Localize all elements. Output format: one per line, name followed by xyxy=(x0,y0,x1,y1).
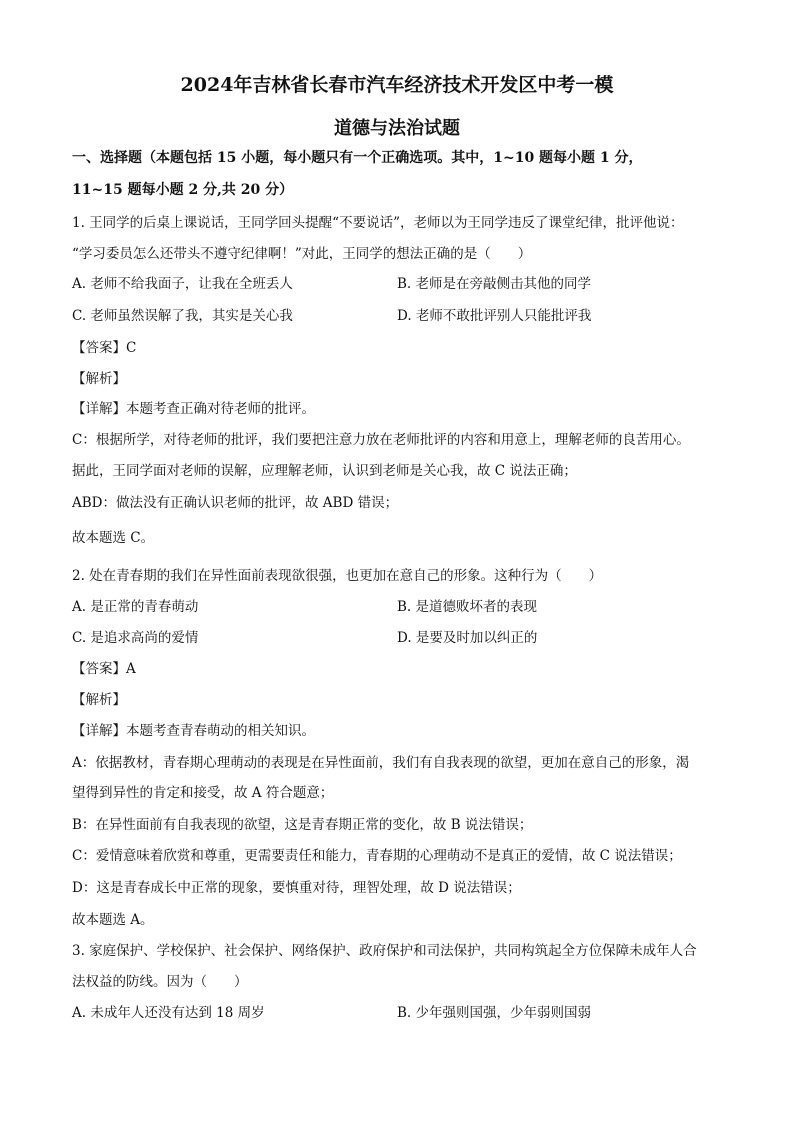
q3-stem-line-1: 3. 家庭保护、学校保护、社会保护、网络保护、政府保护和司法保护，共同构筑起全方位保障未成年人合 xyxy=(72,943,697,959)
q1-option-d: D. 老师不敢批评别人只能批评我 xyxy=(397,308,592,324)
q2-answer: 【答案】A xyxy=(72,661,136,677)
q2-explanation-1: A：依据教材，青春期心理萌动的表现是在异性面前，我们有自我表现的欲望，更加在意自己的形象，渴 xyxy=(72,755,690,771)
section-heading-line-1: 一、选择题（本题包括 15 小题，每小题只有一个正确选项。其中，1~10 题每小题 1 分， xyxy=(72,150,643,166)
q2-explanation-2: 望得到异性的肯定和接受，故 A 符合题意； xyxy=(72,785,334,801)
q1-analysis-label: 【解析】 xyxy=(72,371,126,387)
q2-detail: 【详解】本题考查青春萌动的相关知识。 xyxy=(72,723,315,739)
q2-option-c: C. 是追求高尚的爱情 xyxy=(72,630,199,646)
q1-explanation-1: C：根据所学，对待老师的批评，我们要把注意力放在老师批评的内容和用意上，理解老师的良苦用心。 xyxy=(72,432,690,448)
q2-option-d: D. 是要及时加以纠正的 xyxy=(397,630,538,646)
q1-answer: 【答案】C xyxy=(72,340,137,356)
document-title: 2024年吉林省长春市汽车经济技术开发区中考一模 xyxy=(180,74,614,96)
q1-option-b: B. 老师是在旁敲侧击其他的同学 xyxy=(397,276,592,292)
section-heading-line-2: 11~15 题每小题 2 分,共 20 分） xyxy=(72,182,294,198)
q1-conclusion: 故本题选 C。 xyxy=(72,530,155,546)
q2-option-a: A. 是正常的青春萌动 xyxy=(72,599,199,615)
document-subtitle: 道德与法治试题 xyxy=(334,118,460,139)
q2-stem: 2. 处在青春期的我们在异性面前表现欲很强，也更加在意自己的形象。这种行为（ ） xyxy=(72,568,603,584)
q3-option-a: A. 未成年人还没有达到 18 周岁 xyxy=(72,1005,265,1021)
q2-explanation-3: B：在异性面前有自我表现的欲望，这是青春期正常的变化，故 B 说法错误； xyxy=(72,817,533,833)
q1-stem-line-1: 1. 王同学的后桌上课说话，王同学回头提醒“不要说话”，老师以为王同学违反了课堂纪律，批评他说： xyxy=(72,215,684,231)
q1-stem-line-2: “学习委员怎么还带头不遵守纪律啊！”对此，王同学的想法正确的是（ ） xyxy=(72,246,532,262)
q2-analysis-label: 【解析】 xyxy=(72,692,126,708)
q1-detail: 【详解】本题考查正确对待老师的批评。 xyxy=(72,401,315,417)
q2-option-b: B. 是道德败坏者的表现 xyxy=(397,599,538,615)
q3-stem-line-2: 法权益的防线。因为（ ） xyxy=(72,974,248,990)
q2-explanation-5: D：这是青春成长中正常的现象，要慎重对待，理智处理，故 D 说法错误； xyxy=(72,880,521,896)
q1-explanation-2: 据此，王同学面对老师的误解，应理解老师，认识到老师是关心我，故 C 说法正确； xyxy=(72,463,577,479)
q1-option-c: C. 老师虽然误解了我，其实是关心我 xyxy=(72,308,293,324)
q2-explanation-4: C：爱情意味着欣赏和尊重，更需要责任和能力，青春期的心理萌动不是真正的爱情，故 C 说法错误； xyxy=(72,848,682,864)
q1-option-a: A. 老师不给我面子，让我在全班丢人 xyxy=(72,276,293,292)
q3-option-b: B. 少年强则国强，少年弱则国弱 xyxy=(397,1005,592,1021)
q1-explanation-3: ABD：做法没有正确认识老师的批评，故 ABD 错误； xyxy=(72,495,399,511)
q2-conclusion: 故本题选 A。 xyxy=(72,912,154,928)
